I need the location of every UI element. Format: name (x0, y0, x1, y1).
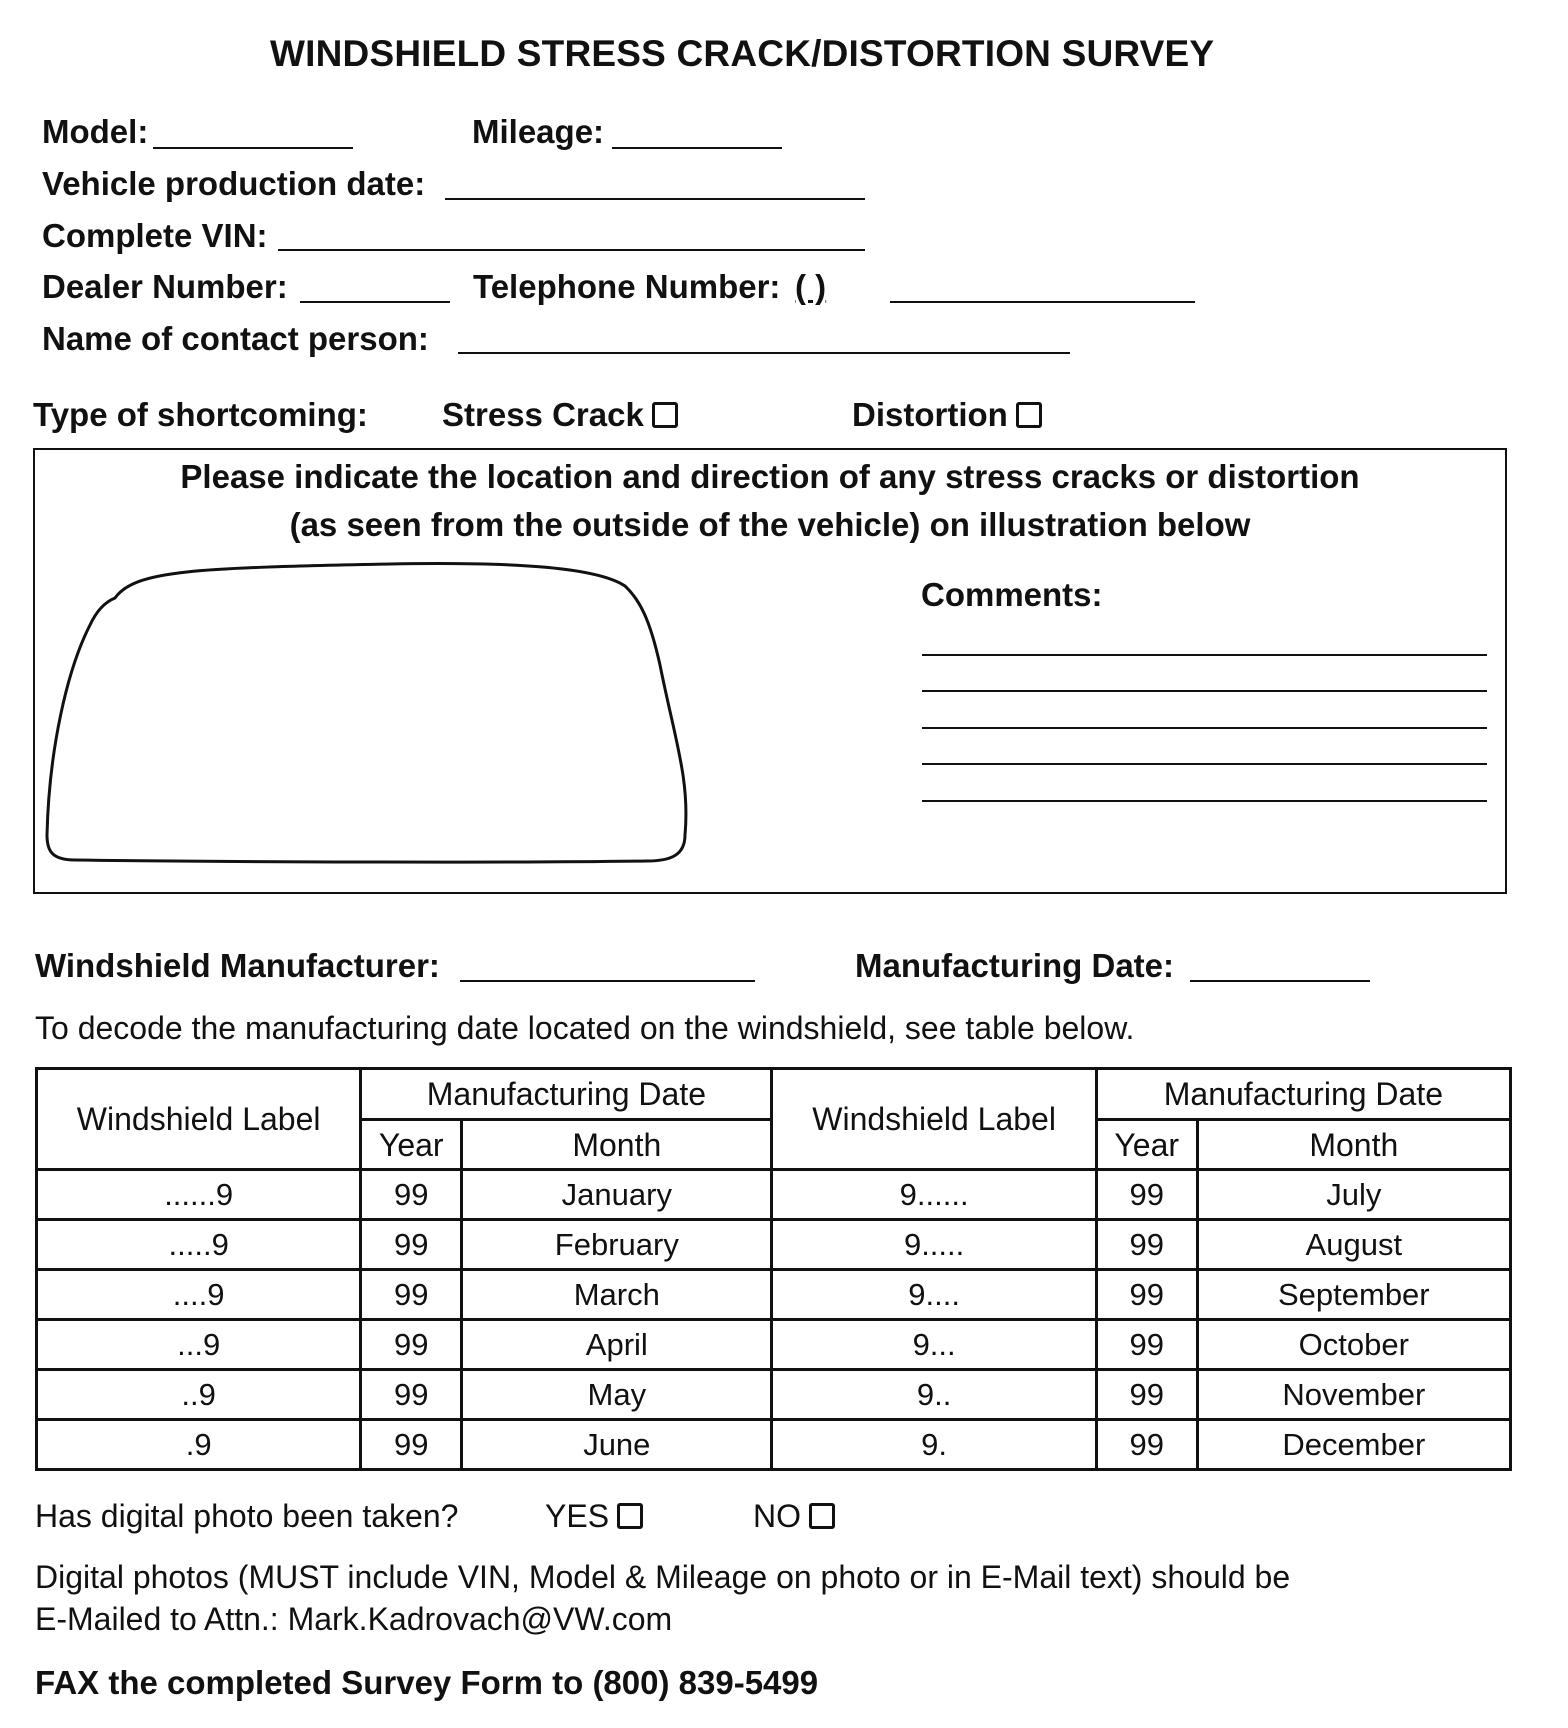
left-month-cell: January (462, 1170, 772, 1220)
right-label-cell: 9. (772, 1420, 1096, 1470)
left-month-cell: February (462, 1220, 772, 1270)
left-month-cell: April (462, 1320, 772, 1370)
photo-yes-label: YES (545, 1498, 610, 1534)
right-label-cell: 9... (772, 1320, 1096, 1370)
photo-no-label: NO (753, 1498, 801, 1534)
right-label-cell: 9.... (772, 1270, 1096, 1320)
date-decode-table (35, 1067, 1512, 1471)
distortion-label: Distortion (852, 396, 1008, 433)
shortcoming-label: Type of shortcoming: (33, 396, 368, 433)
comments-label: Comments: (921, 576, 1103, 613)
manufacturer-label: Windshield Manufacturer: (35, 947, 440, 984)
telephone-label: Telephone Number: (473, 268, 781, 305)
left-label-cell: ...9 (37, 1320, 361, 1370)
comment-line-1[interactable] (922, 654, 1487, 656)
left-label-cell: ......9 (37, 1170, 361, 1220)
photo-question: Has digital photo been taken? (35, 1498, 459, 1534)
table-row (37, 1320, 1511, 1370)
production-date-field[interactable] (445, 198, 865, 200)
right-month-cell: July (1197, 1170, 1510, 1220)
header-month-right: Month (1197, 1120, 1510, 1170)
stress-crack-option[interactable] (442, 396, 678, 434)
windshield-outline-icon[interactable] (35, 450, 1505, 892)
vin-field[interactable] (278, 249, 865, 251)
right-month-cell: November (1197, 1370, 1510, 1420)
left-label-cell: .9 (37, 1420, 361, 1470)
right-year-cell: 99 (1096, 1420, 1197, 1470)
header-year-right: Year (1096, 1120, 1197, 1170)
comment-line-3[interactable] (922, 727, 1487, 729)
header-mfg-date-right: Manufacturing Date (1096, 1069, 1510, 1120)
manufacturer-field[interactable] (460, 980, 755, 982)
table-header-row (37, 1069, 1511, 1120)
contact-field[interactable] (458, 352, 1070, 354)
left-year-cell: 99 (361, 1370, 462, 1420)
photo-yes-checkbox[interactable] (617, 1503, 643, 1529)
mfg-date-field[interactable] (1190, 980, 1370, 982)
comment-line-2[interactable] (922, 690, 1487, 692)
table-row (37, 1170, 1511, 1220)
right-year-cell: 99 (1096, 1270, 1197, 1320)
photo-note-line-1: Digital photos (MUST include VIN, Model & Mileage on photo or in E-Mail text) should be (35, 1559, 1291, 1595)
right-year-cell: 99 (1096, 1170, 1197, 1220)
table-row (37, 1420, 1511, 1470)
distortion-option[interactable] (852, 396, 1042, 434)
right-month-cell: October (1197, 1320, 1510, 1370)
photo-no-option[interactable] (753, 1498, 835, 1535)
left-month-cell: June (462, 1420, 772, 1470)
right-year-cell: 99 (1096, 1220, 1197, 1270)
mileage-field[interactable] (612, 147, 782, 149)
header-windshield-label-left: Windshield Label (37, 1069, 361, 1170)
left-year-cell: 99 (361, 1220, 462, 1270)
distortion-checkbox[interactable] (1016, 402, 1042, 428)
header-mfg-date-left: Manufacturing Date (361, 1069, 772, 1120)
form-title: WINDSHIELD STRESS CRACK/DISTORTION SURVEY (270, 33, 1215, 74)
telephone-area-code: ( ) (795, 268, 827, 305)
left-label-cell: .....9 (37, 1220, 361, 1270)
right-year-cell: 99 (1096, 1320, 1197, 1370)
left-year-cell: 99 (361, 1270, 462, 1320)
vin-label: Complete VIN: (42, 217, 268, 254)
instruction-line-2: (as seen from the outside of the vehicle) on illustration below (289, 506, 1251, 543)
decode-note: To decode the manufacturing date located on the windshield, see table below. (35, 1010, 1135, 1046)
table-row (37, 1370, 1511, 1420)
header-year-left: Year (361, 1120, 462, 1170)
left-year-cell: 99 (361, 1420, 462, 1470)
left-label-cell: ..9 (37, 1370, 361, 1420)
stress-crack-checkbox[interactable] (652, 402, 678, 428)
comment-line-4[interactable] (922, 763, 1487, 765)
instruction-line-1: Please indicate the location and direction of any stress cracks or distortion (180, 458, 1360, 495)
right-month-cell: December (1197, 1420, 1510, 1470)
left-month-cell: March (462, 1270, 772, 1320)
production-date-label: Vehicle production date: (42, 165, 426, 202)
header-windshield-label-right: Windshield Label (772, 1069, 1096, 1170)
model-field[interactable] (153, 147, 353, 149)
comment-line-5[interactable] (922, 800, 1487, 802)
photo-note-line-2: E-Mailed to Attn.: Mark.Kadrovach@VW.com (35, 1601, 673, 1637)
fax-instruction: FAX the completed Survey Form to (800) 839-5499 (35, 1664, 819, 1701)
contact-label: Name of contact person: (42, 320, 429, 357)
table-row (37, 1270, 1511, 1320)
model-label: Model: (42, 113, 149, 150)
right-month-cell: August (1197, 1220, 1510, 1270)
table-row (37, 1220, 1511, 1270)
left-month-cell: May (462, 1370, 772, 1420)
left-year-cell: 99 (361, 1170, 462, 1220)
photo-no-checkbox[interactable] (809, 1503, 835, 1529)
right-label-cell: 9...... (772, 1170, 1096, 1220)
photo-yes-option[interactable] (545, 1498, 643, 1535)
stress-crack-label: Stress Crack (442, 396, 644, 433)
telephone-field[interactable] (890, 301, 1195, 303)
left-year-cell: 99 (361, 1320, 462, 1370)
header-month-left: Month (462, 1120, 772, 1170)
right-label-cell: 9.. (772, 1370, 1096, 1420)
mileage-label: Mileage: (472, 113, 605, 150)
mfg-date-label: Manufacturing Date: (855, 947, 1175, 984)
illustration-box (33, 448, 1507, 894)
dealer-number-field[interactable] (300, 301, 450, 303)
left-label-cell: ....9 (37, 1270, 361, 1320)
right-label-cell: 9..... (772, 1220, 1096, 1270)
right-year-cell: 99 (1096, 1370, 1197, 1420)
right-month-cell: September (1197, 1270, 1510, 1320)
dealer-number-label: Dealer Number: (42, 268, 288, 305)
